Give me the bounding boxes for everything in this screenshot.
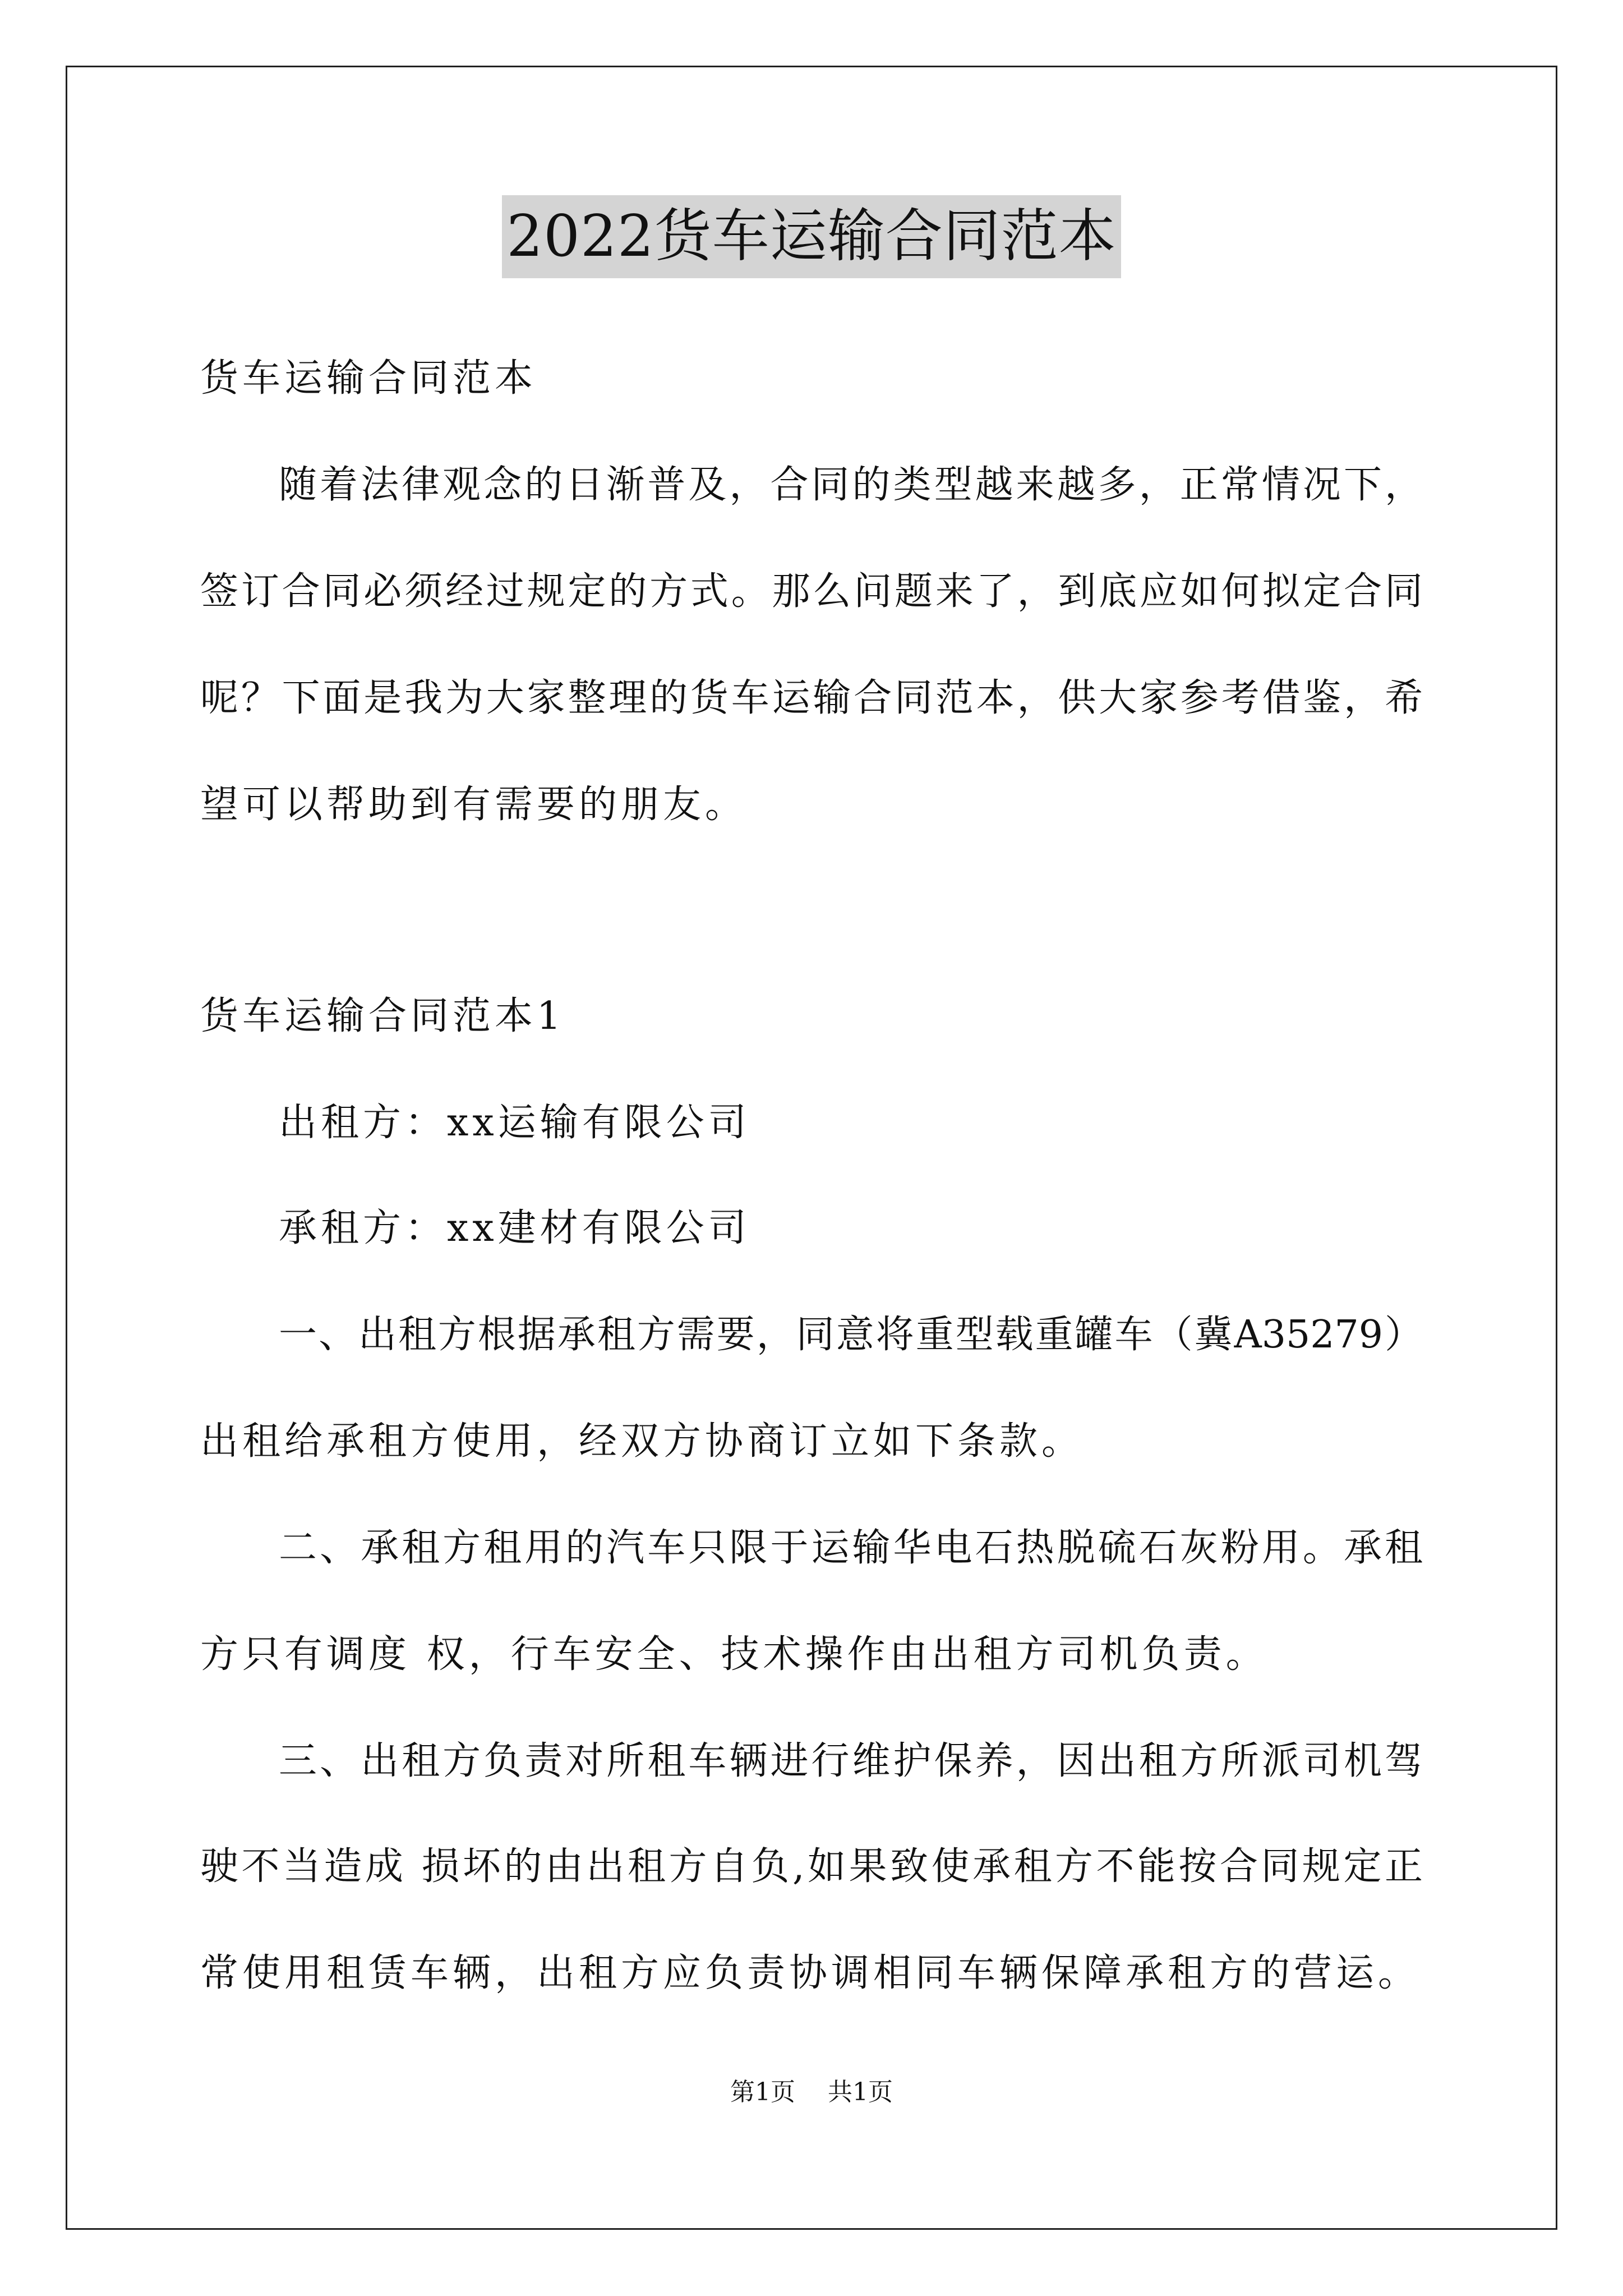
intro-line-2: 签订合同必须经过规定的方式。那么问题来了，到底应如何拟定合同 — [200, 569, 1423, 614]
title-container — [0, 195, 1623, 278]
page-number-total: 共1页 — [828, 2078, 893, 2106]
clause-2-line-2: 方只有调度 权，行车安全、技术操作由出租方司机负责。 — [200, 1632, 1268, 1677]
lessor-line: 出租方：xx运输有限公司 — [279, 1101, 750, 1145]
page-footer — [0, 2076, 1623, 2109]
clause-1-line-1: 一、出租方根据承租方需要，同意将重型载重罐车（冀A35279） — [279, 1313, 1423, 1357]
intro-line-1: 随着法律观念的日渐普及，合同的类型越来越多，正常情况下， — [279, 463, 1423, 507]
clause-3-line-2: 驶不当造成 损坏的由出租方自负,如果致使承租方不能按合同规定正 — [200, 1844, 1423, 1889]
document-subtitle: 货车运输合同范本 — [200, 356, 537, 401]
lessee-line: 承租方：xx建材有限公司 — [279, 1206, 750, 1250]
document-title: 2022货车运输合同范本 — [502, 195, 1121, 278]
intro-line-4: 望可以帮助到有需要的朋友。 — [200, 783, 748, 827]
clause-2-line-1: 二、承租方租用的汽车只限于运输华电石热脱硫石灰粉用。承租 — [279, 1526, 1423, 1570]
clause-3-line-3: 常使用租赁车辆，出租方应负责协调相同车辆保障承租方的营运。 — [200, 1951, 1421, 1995]
page-number-current: 第1页 — [730, 2078, 795, 2106]
clause-3-line-1: 三、出租方负责对所租车辆进行维护保养，因出租方所派司机驾 — [279, 1739, 1423, 1783]
clause-1-line-2: 出租给承租方使用，经双方协商订立如下条款。 — [200, 1419, 1084, 1464]
section-heading: 货车运输合同范本1 — [200, 994, 565, 1038]
intro-line-3: 呢？下面是我为大家整理的货车运输合同范本，供大家参考借鉴，希 — [200, 676, 1423, 720]
